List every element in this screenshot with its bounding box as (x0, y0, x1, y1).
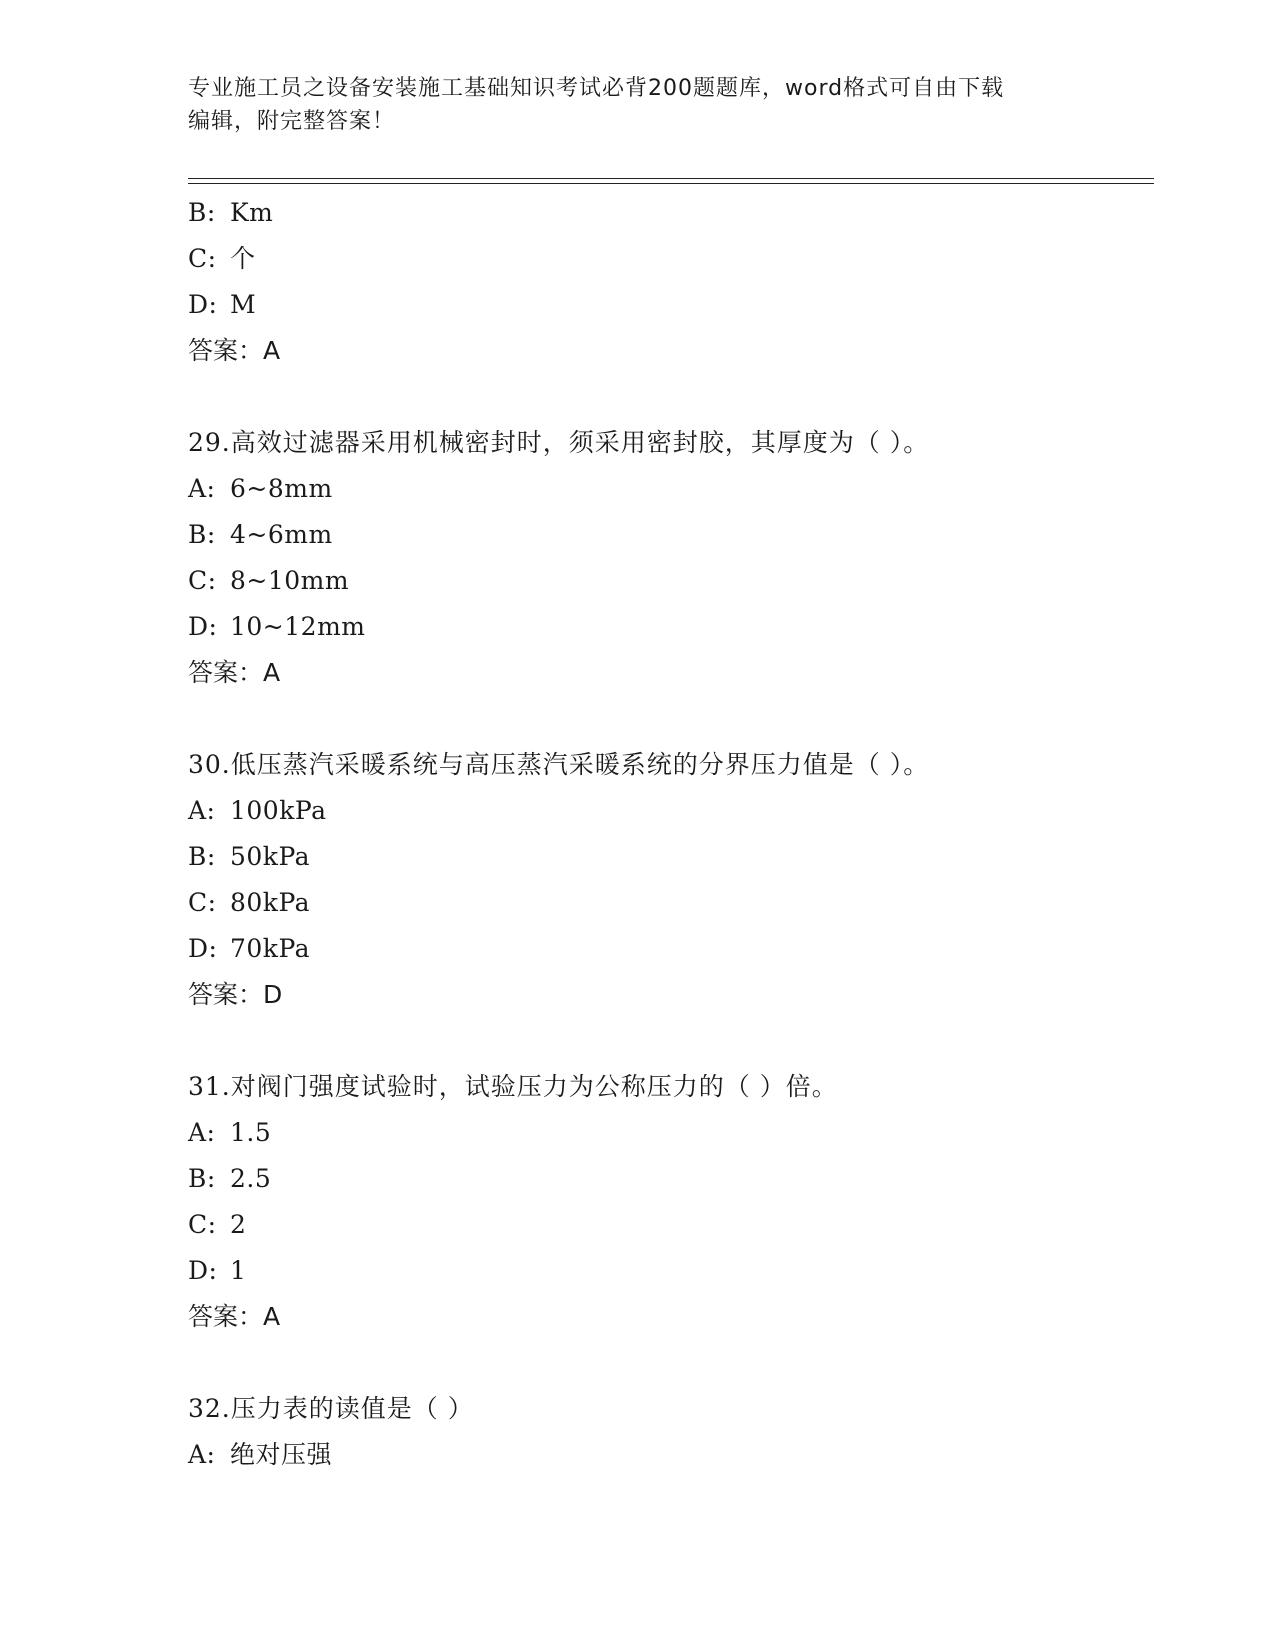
answer-line: 答案：A (188, 1302, 281, 1331)
option-a (188, 466, 1154, 512)
option-text: 2 (230, 1210, 247, 1239)
header-divider-bottom (188, 183, 1154, 184)
option-a (188, 1432, 1154, 1478)
option-label: D: (188, 612, 218, 641)
option-label: B: (188, 1164, 216, 1193)
question-stem: 32.压力表的读值是（ ） (188, 1394, 474, 1423)
option-d (188, 1248, 1154, 1294)
option-b (188, 512, 1154, 558)
option-label: D: (188, 934, 218, 963)
question-31 (188, 1064, 1154, 1340)
option-label: C: (188, 1210, 217, 1239)
option-c (188, 1202, 1154, 1248)
option-text: 个 (230, 244, 256, 273)
question-29 (188, 420, 1154, 696)
document-header (188, 72, 1088, 138)
option-text: 10~12mm (230, 612, 366, 641)
answer-line: 答案：D (188, 980, 283, 1009)
question-stem: 29.高效过滤器采用机械密封时，须采用密封胶，其厚度为（ ）。 (188, 428, 930, 457)
option-text: 100kPa (230, 796, 327, 825)
option-label: A: (188, 1118, 216, 1147)
option-a (188, 1110, 1154, 1156)
spacer (188, 1340, 1154, 1386)
option-text: 80kPa (230, 888, 311, 917)
header-title-line-2: 编辑，附完整答案！ (188, 109, 396, 134)
option-a (188, 788, 1154, 834)
option-text: 2.5 (230, 1164, 272, 1193)
option-label: C: (188, 888, 217, 917)
header-divider-top (188, 178, 1154, 179)
question-stem: 30.低压蒸汽采暖系统与高压蒸汽采暖系统的分界压力值是（ ）。 (188, 750, 930, 779)
option-b (188, 190, 1154, 236)
option-d (188, 282, 1154, 328)
spacer (188, 374, 1154, 420)
option-label: B: (188, 520, 216, 549)
spacer (188, 1018, 1154, 1064)
option-text: 50kPa (230, 842, 311, 871)
option-text: Km (230, 198, 274, 227)
option-text: 1 (230, 1256, 247, 1285)
option-text: 绝对压强 (230, 1440, 333, 1469)
option-label: C: (188, 244, 217, 273)
option-text: 70kPa (230, 934, 311, 963)
option-d (188, 926, 1154, 972)
option-b (188, 1156, 1154, 1202)
question-30 (188, 742, 1154, 1018)
option-text: 4~6mm (230, 520, 333, 549)
option-label: B: (188, 842, 216, 871)
option-c (188, 558, 1154, 604)
answer-line: 答案：A (188, 336, 281, 365)
option-label: A: (188, 474, 216, 503)
spacer (188, 696, 1154, 742)
option-label: D: (188, 1256, 218, 1285)
option-d (188, 604, 1154, 650)
option-c (188, 236, 1154, 282)
option-text: M (230, 290, 257, 319)
question-28-continued (188, 190, 1154, 374)
header-title-line-1: 专业施工员之设备安装施工基础知识考试必背200题题库，word格式可自由下载 (188, 76, 1005, 101)
option-c (188, 880, 1154, 926)
option-label: A: (188, 1440, 216, 1469)
answer-line: 答案：A (188, 658, 281, 687)
option-label: C: (188, 566, 217, 595)
question-32 (188, 1386, 1154, 1478)
option-b (188, 834, 1154, 880)
option-text: 6~8mm (230, 474, 333, 503)
option-text: 8~10mm (230, 566, 350, 595)
option-text: 1.5 (230, 1118, 272, 1147)
option-label: B: (188, 198, 216, 227)
option-label: D: (188, 290, 218, 319)
option-label: A: (188, 796, 216, 825)
question-stem: 31.对阀门强度试验时，试验压力为公称压力的（ ）倍。 (188, 1072, 838, 1101)
question-list (188, 190, 1154, 1478)
